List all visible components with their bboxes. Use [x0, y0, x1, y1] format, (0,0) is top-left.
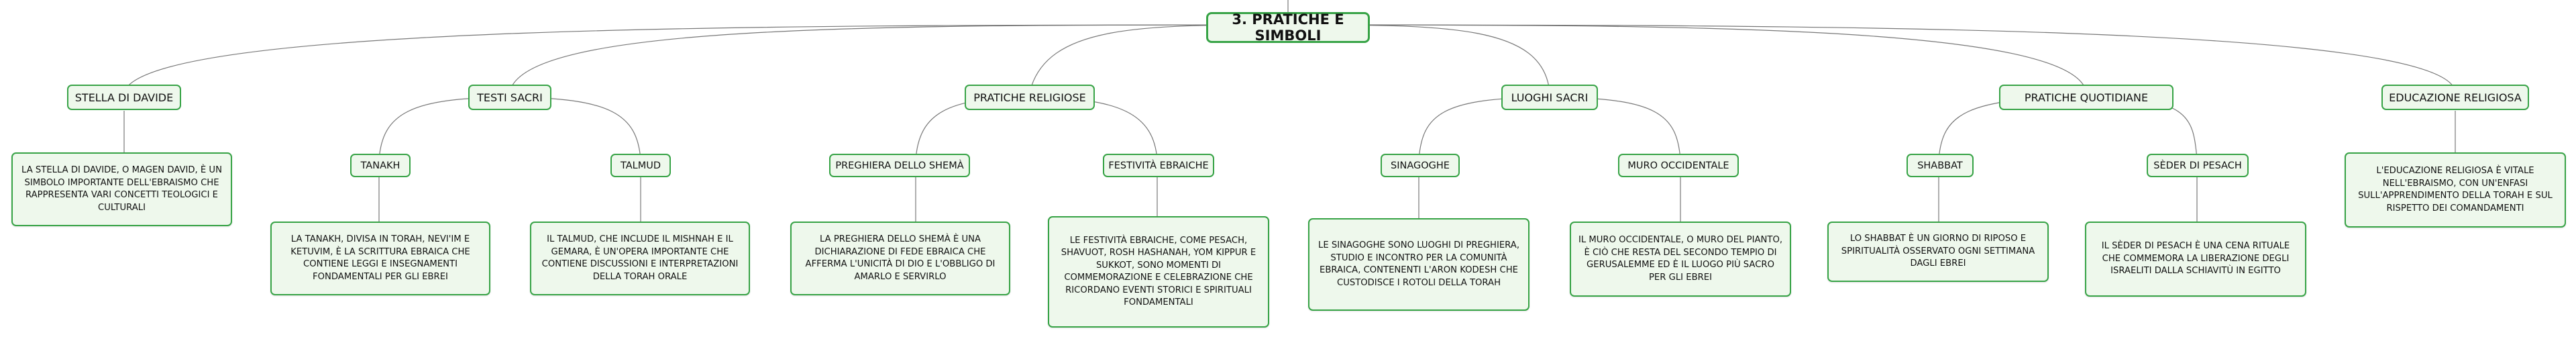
note-muro-occidentale[interactable]: IL MURO OCCIDENTALE, O MURO DEL PIANTO, È CIÒ CHE RESTA DEL SECONDO TEMPIO DI GERUSALEMME ED È IL LUOGO PIÙ SACRO PER GLI EBREI — [1570, 222, 1791, 297]
connector-root-quotidiane — [1288, 25, 2086, 92]
topic-luoghi-sacri[interactable]: LUOGHI SACRI — [1501, 85, 1598, 110]
note-sinagoghe[interactable]: LE SINAGOGHE SONO LUOGHI DI PREGHIERA, STUDIO E INCONTRO PER LA COMUNITÀ EBRAICA, CONTENENTI L'ARON KODESH CHE CUSTODISCE I ROTOLI DELLA TORAH — [1308, 218, 1529, 311]
subtopic-muro-occidentale[interactable]: MURO OCCIDENTALE — [1618, 154, 1739, 177]
root-topic[interactable]: 3. PRATICHE E SIMBOLI — [1206, 12, 1370, 43]
topic-testi-sacri[interactable]: TESTI SACRI — [468, 85, 551, 110]
note-festivita-ebraiche[interactable]: LE FESTIVITÀ EBRAICHE, COME PESACH, SHAVUOT, ROSH HASHANAH, YOM KIPPUR E SUKKOT, SONO MOMENTI DI COMMEMORAZIONE E CELEBRAZIONE CHE RICORDANO EVENTI STORICI E SPIRITUALI FONDAMENTALI — [1048, 216, 1269, 328]
note-seder-di-pesach[interactable]: IL SÈDER DI PESACH È UNA CENA RITUALE CHE COMMEMORA LA LIBERAZIONE DEGLI ISRAELITI DALLA SCHIAVITÙ IN EGITTO — [2085, 222, 2306, 297]
topic-stella-di-davide[interactable]: STELLA DI DAVIDE — [67, 85, 181, 110]
subtopic-talmud[interactable]: TALMUD — [610, 154, 671, 177]
subtopic-seder-di-pesach[interactable]: SÈDER DI PESACH — [2147, 154, 2249, 177]
subtopic-preghiera-dello-shema[interactable]: PREGHIERA DELLO SHEMÀ — [829, 154, 970, 177]
connector-root-testi — [510, 25, 1288, 92]
topic-pratiche-quotidiane[interactable]: PRATICHE QUOTIDIANE — [1999, 85, 2174, 110]
connector-root-educazione — [1288, 25, 2455, 92]
subtopic-shabbat[interactable]: SHABBAT — [1907, 154, 1974, 177]
subtopic-sinagoghe[interactable]: SINAGOGHE — [1381, 154, 1460, 177]
topic-educazione-religiosa[interactable]: EDUCAZIONE RELIGIOSA — [2381, 85, 2529, 110]
note-stella-di-davide[interactable]: LA STELLA DI DAVIDE, O MAGEN DAVID, È UN SIMBOLO IMPORTANTE DELL'EBRAISMO CHE RAPPRESENTA VARI CONCETTI TEOLOGICI E CULTURALI — [11, 152, 232, 226]
note-talmud[interactable]: IL TALMUD, CHE INCLUDE IL MISHNAH E IL GEMARA, È UN'OPERA IMPORTANTE CHE CONTIENE DISCUSSIONI E INTERPRETAZIONI DELLA TORAH ORALE — [530, 222, 750, 295]
connector-root-stella — [124, 25, 1288, 92]
note-shabbat[interactable]: LO SHABBAT È UN GIORNO DI RIPOSO E SPIRITUALITÀ OSSERVATO OGNI SETTIMANA DAGLI EBREI — [1827, 222, 2049, 282]
subtopic-tanakh[interactable]: TANAKH — [350, 154, 411, 177]
topic-pratiche-religiose[interactable]: PRATICHE RELIGIOSE — [965, 85, 1095, 110]
note-preghiera-dello-shema[interactable]: LA PREGHIERA DELLO SHEMÀ È UNA DICHIARAZIONE DI FEDE EBRAICA CHE AFFERMA L'UNICITÀ DI DIO E L'OBBLIGO DI AMARLO E SERVIRLO — [790, 222, 1010, 295]
note-tanakh[interactable]: LA TANAKH, DIVISA IN TORAH, NEVI'IM E KETUVIM, È LA SCRITTURA EBRAICA CHE CONTIENE LEGGI E INSEGNAMENTI FONDAMENTALI PER GLI EBREI — [270, 222, 490, 295]
note-educazione-religiosa[interactable]: L'EDUCAZIONE RELIGIOSA È VITALE NELL'EBRAISMO, CON UN'ENFASI SULL'APPRENDIMENTO DELLA TORAH E SUL RISPETTO DEI COMANDAMENTI — [2345, 152, 2566, 228]
subtopic-festivita-ebraiche[interactable]: FESTIVITÀ EBRAICHE — [1103, 154, 1214, 177]
